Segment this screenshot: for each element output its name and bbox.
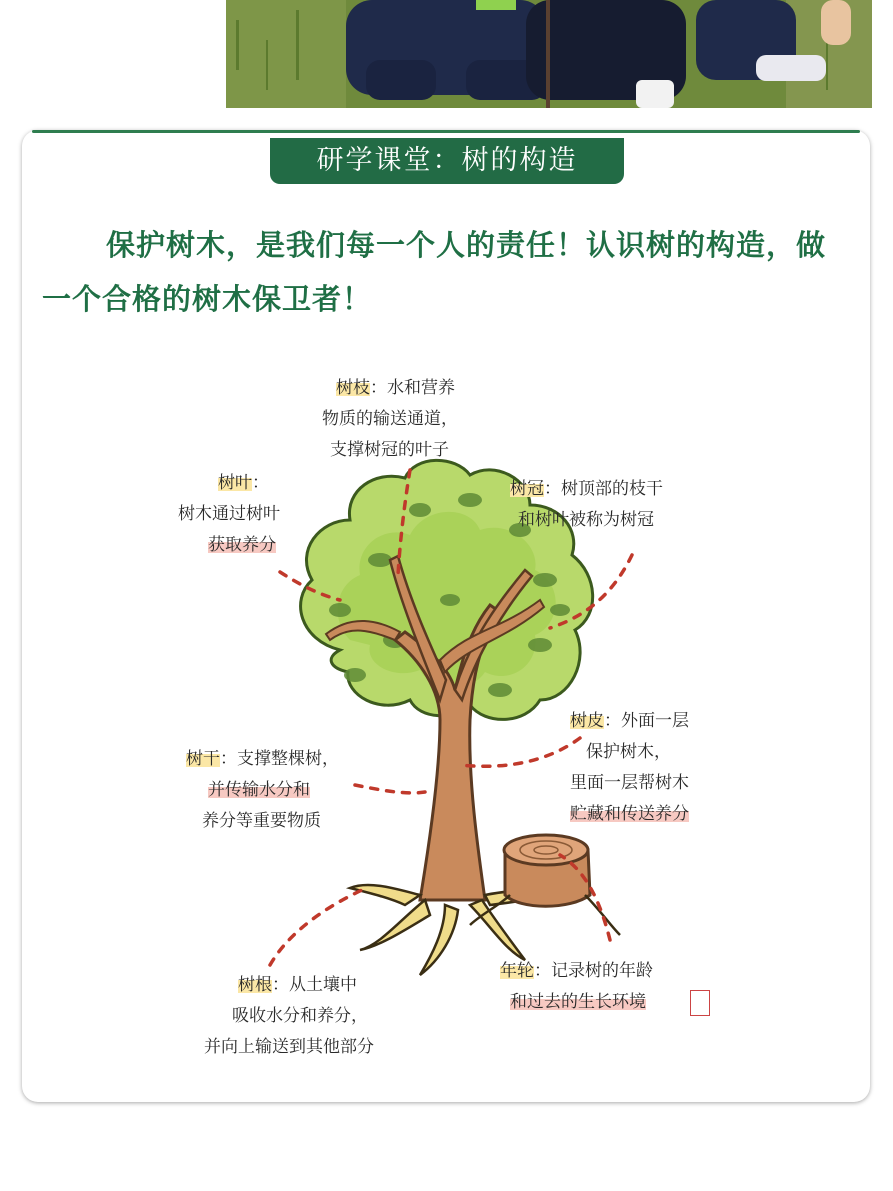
label-crown: 树冠：树顶部的枝干 和树叶被称为树冠 [510, 479, 663, 530]
label-trunk: 树干：支撑整棵树， 并传输水分和 养分等重要物质 [186, 749, 339, 831]
term-leaf: 树叶 [218, 473, 252, 493]
term-trunk: 树干 [186, 749, 220, 769]
card-top-border [32, 130, 860, 133]
branch-line1: 水和营养 [387, 378, 455, 398]
label-leaf: 树叶： 树木通过树叶 获取养分 [178, 473, 280, 555]
bark-line2: 保护树木， [586, 742, 671, 762]
root-line1: 从土壤中 [289, 975, 357, 995]
leaf-line2: 获取养分 [208, 535, 276, 555]
term-branch: 树枝 [336, 378, 370, 398]
branch-line2: 物质的输送通道， [322, 409, 458, 429]
bark-line1: 外面一层 [621, 711, 689, 731]
bark-line4: 贮藏和传送养分 [570, 804, 689, 824]
artist-seal-icon [690, 990, 710, 1016]
term-bark: 树皮 [570, 711, 604, 731]
trunk-line3: 养分等重要物质 [202, 811, 321, 831]
leaf-line1: 树木通过树叶 [178, 504, 280, 524]
root-line3: 并向上输送到其他部分 [204, 1037, 374, 1057]
term-crown: 树冠 [510, 479, 544, 499]
trunk-line2: 并传输水分和 [208, 780, 310, 800]
ring-line2: 和过去的生长环境 [510, 992, 646, 1012]
tree-illustration [0, 240, 893, 1100]
crown-line2: 和树叶被称为树冠 [518, 510, 654, 530]
intro-paragraph: 保护树木，是我们每一个人的责任！认识树的构造，做一个合格的树木保卫者！ [42, 228, 827, 316]
label-ring: 年轮：记录树的年龄 和过去的生长环境 [500, 961, 653, 1012]
label-root: 树根：从土壤中 吸收水分和养分， 并向上输送到其他部分 [204, 975, 374, 1057]
trunk-line1: 支撑整棵树， [237, 749, 339, 769]
ring-line1: 记录树的年龄 [551, 961, 653, 981]
branch-line3: 支撑树冠的叶子 [330, 440, 449, 460]
label-branch: 树枝：水和营养 物质的输送通道， 支撑树冠的叶子 [322, 378, 458, 460]
bark-line3: 里面一层帮树木 [570, 773, 689, 793]
label-bark: 树皮：外面一层 保护树木， 里面一层帮树木 贮藏和传送养分 [570, 711, 689, 824]
section-heading: 研学课堂：树的构造 [270, 138, 624, 184]
term-root: 树根 [238, 975, 272, 995]
root-line2: 吸收水分和养分， [232, 1006, 368, 1026]
term-ring: 年轮 [500, 961, 534, 981]
top-photo [226, 0, 872, 108]
crown-line1: 树顶部的枝干 [561, 479, 663, 499]
